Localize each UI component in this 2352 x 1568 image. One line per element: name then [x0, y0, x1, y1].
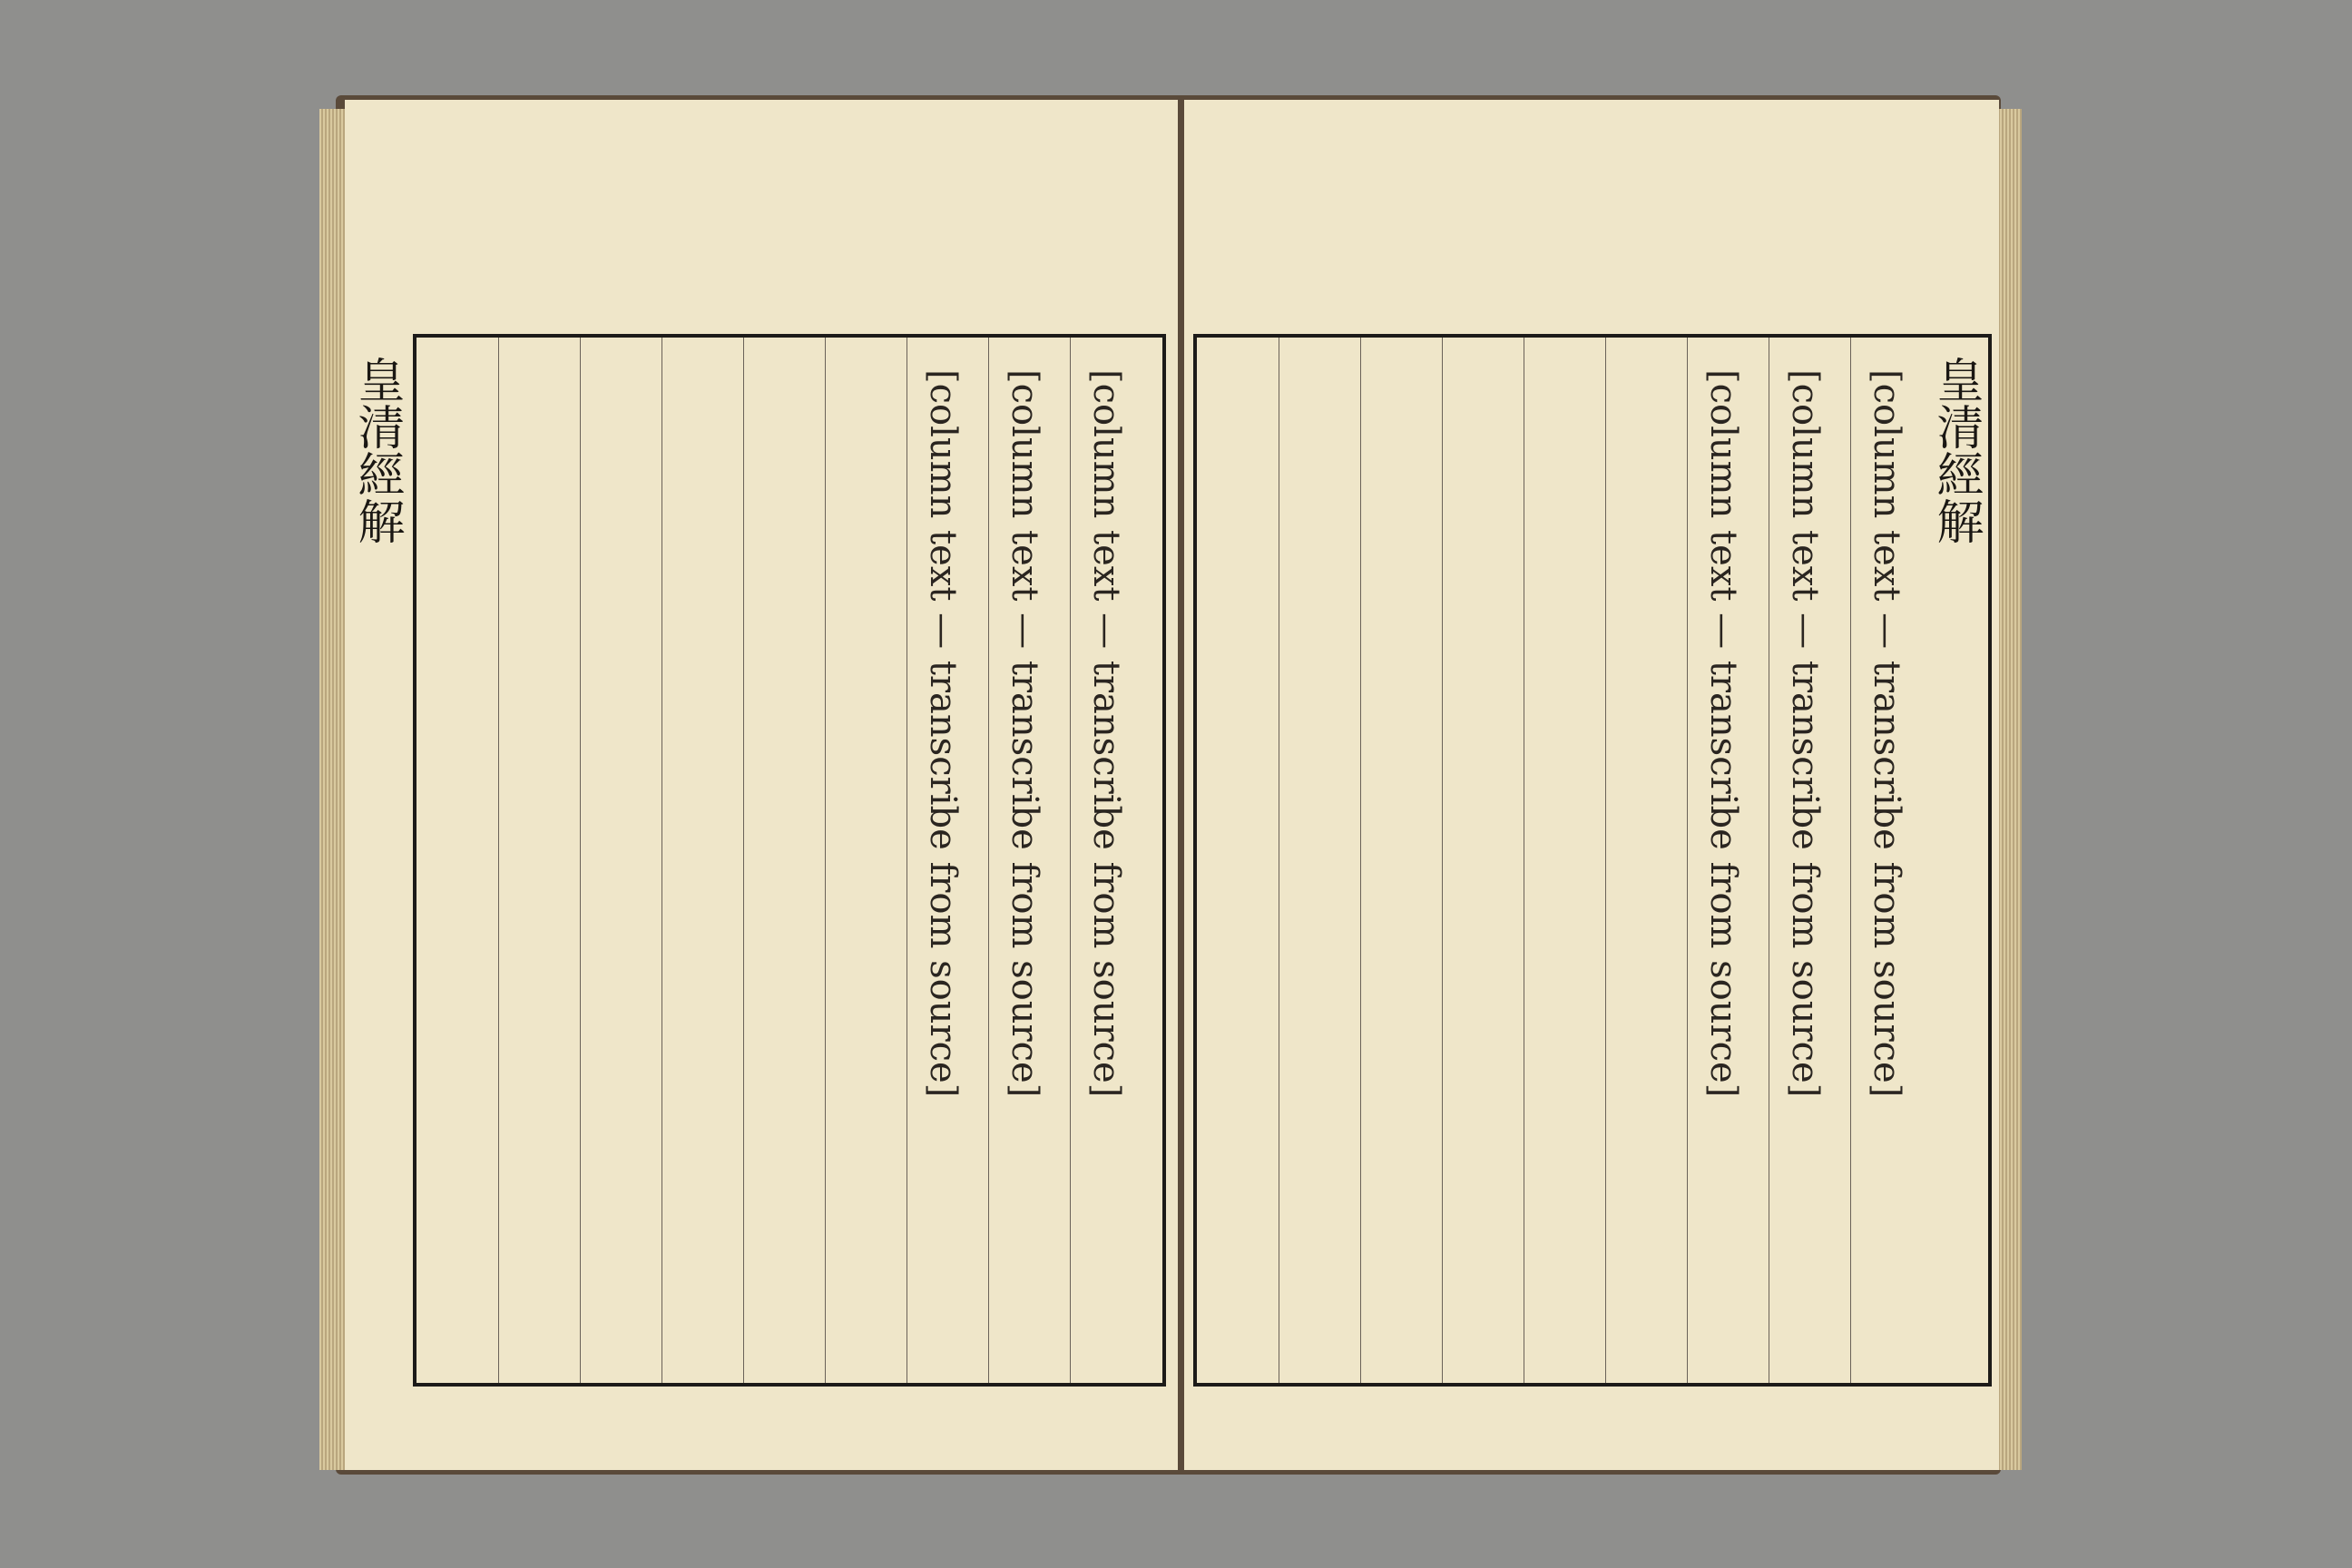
right-text-frame [1193, 334, 1992, 1387]
right-column: [column text — transcribe from source] [1784, 369, 1826, 1098]
right-column: [column text — transcribe from source] [1866, 369, 1907, 1098]
left-text-frame [349, 334, 1166, 1387]
right-fore-edge [1996, 109, 2022, 1470]
left-column: [column text — transcribe from source] [1004, 369, 1045, 1098]
left-heading: 皇清經解 [349, 356, 404, 544]
left-column: [column text — transcribe from source] [922, 369, 964, 1098]
left-fore-edge [319, 109, 345, 1470]
right-heading: 皇清經解 [1928, 356, 1983, 544]
left-column: [column text — transcribe from source] [1085, 369, 1127, 1098]
right-column: [column text — transcribe from source] [1702, 369, 1744, 1098]
